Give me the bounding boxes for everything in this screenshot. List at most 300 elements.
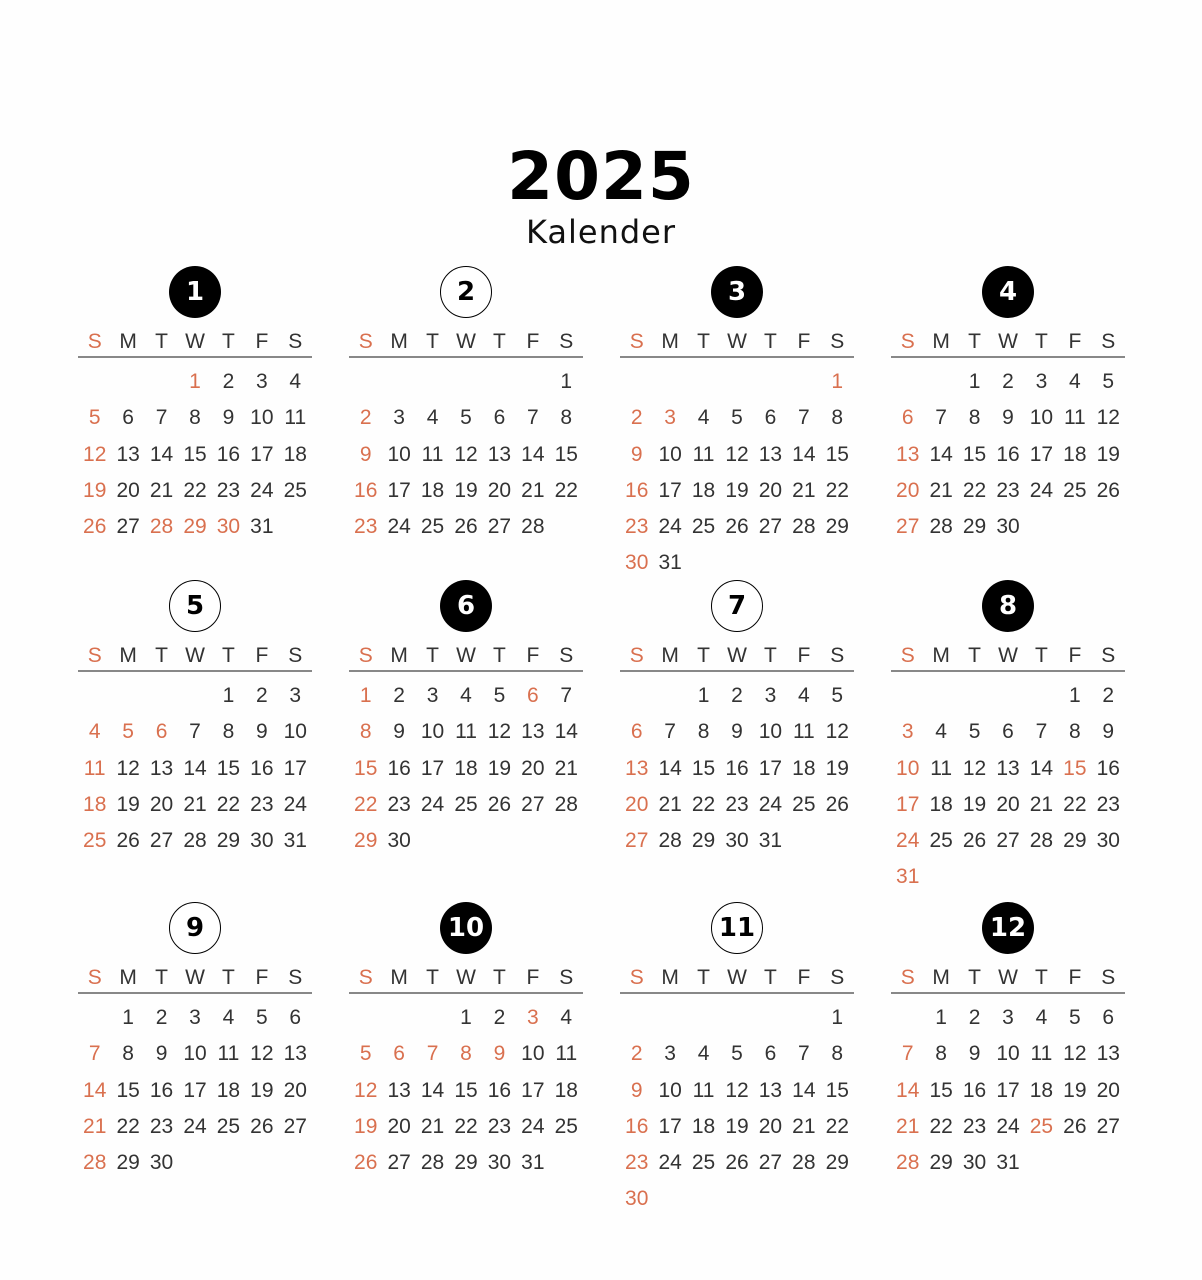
day-cell: 21: [83, 1114, 107, 1138]
day-cell: 4: [289, 370, 302, 393]
weekday-label: S: [1101, 330, 1116, 353]
weekday-label: F: [1068, 644, 1082, 667]
day-cell: 26: [83, 515, 107, 539]
day-cell: 5: [1069, 1006, 1081, 1029]
day-cell: 29: [929, 1151, 953, 1175]
day-cell: 22: [691, 792, 716, 816]
day-cell: 3: [256, 370, 268, 393]
day-cell: 26: [487, 792, 512, 816]
day-cell: 8: [1069, 720, 1081, 744]
day-cell: 6: [901, 406, 914, 430]
day-cell: 11: [692, 442, 715, 466]
day-cell: 16: [250, 756, 274, 780]
day-cell: 1: [831, 370, 844, 393]
day-cell: 5: [731, 1042, 743, 1066]
month-number-badge: 2: [440, 266, 492, 318]
day-cell: 4: [426, 406, 439, 430]
empty-cell: [653, 1000, 686, 1036]
weekday-label: S: [629, 966, 644, 989]
day-cell: 4: [88, 720, 101, 744]
day-cell: 9: [1102, 720, 1115, 744]
day-cell: 6: [527, 684, 539, 707]
empty-cell: [720, 364, 753, 400]
weekday-label: M: [661, 966, 679, 989]
day-cell: 20: [521, 756, 545, 780]
day-cell: 29: [216, 829, 241, 853]
day-cell: 22: [116, 1114, 140, 1138]
day-cell: 25: [1029, 1114, 1054, 1138]
day-cell: 18: [691, 1114, 716, 1138]
empty-cell: [754, 1000, 787, 1036]
day-cell: 11: [284, 406, 307, 430]
day-cell: 24: [896, 829, 920, 853]
day-cell: 16: [487, 1078, 512, 1102]
weekday-label: F: [255, 330, 269, 353]
day-cell: 26: [250, 1114, 274, 1138]
day-cell: 23: [250, 792, 274, 816]
day-cell: 5: [256, 1006, 268, 1029]
day-cell: 18: [216, 1078, 241, 1102]
weekday-label: T: [1035, 330, 1048, 353]
weekday-label: S: [559, 330, 574, 353]
empty-cell: [787, 364, 820, 400]
day-cell: 20: [996, 792, 1020, 816]
day-cell: 26: [454, 515, 478, 539]
day-cell: 28: [1029, 829, 1054, 853]
weekday-header-row: [620, 330, 854, 358]
day-cell: 20: [149, 792, 174, 816]
day-cell: 20: [283, 1078, 307, 1102]
day-cell: 23: [625, 1151, 649, 1175]
day-cell: 3: [664, 1042, 676, 1066]
day-cell: 18: [454, 756, 478, 780]
day-cell: 2: [630, 406, 643, 430]
day-cell: 27: [1096, 1114, 1120, 1138]
days-grid: [78, 364, 312, 545]
day-cell: 30: [962, 1151, 987, 1175]
empty-cell: [382, 364, 415, 400]
weekday-label: W: [727, 966, 747, 989]
day-cell: 19: [725, 478, 749, 502]
day-cell: 22: [825, 478, 849, 502]
day-cell: 4: [1069, 370, 1081, 393]
day-cell: 6: [630, 720, 643, 744]
day-cell: 16: [1096, 756, 1120, 780]
weekday-header-row: [78, 644, 312, 672]
day-cell: 16: [725, 756, 749, 780]
empty-cell: [991, 678, 1024, 714]
day-cell: 23: [625, 515, 649, 539]
days-grid: [891, 678, 1125, 896]
weekday-label: M: [119, 644, 137, 667]
day-cell: 1: [189, 370, 201, 393]
day-cell: 24: [758, 792, 783, 816]
day-cell: 18: [1029, 1078, 1054, 1102]
month-number-badge: 6: [440, 580, 492, 632]
day-cell: 29: [116, 1151, 140, 1175]
day-cell: 31: [521, 1151, 545, 1175]
day-cell: 14: [1029, 756, 1054, 780]
day-cell: 11: [455, 720, 477, 744]
weekday-label: W: [185, 644, 205, 667]
day-cell: 5: [731, 406, 743, 430]
day-cell: 7: [901, 1042, 914, 1066]
weekday-label: T: [968, 330, 981, 353]
month-number-badge: 4: [982, 266, 1034, 318]
weekday-label: W: [998, 966, 1018, 989]
day-cell: 3: [1002, 1006, 1014, 1029]
day-cell: 21: [792, 1114, 816, 1138]
day-cell: 1: [968, 370, 981, 393]
day-cell: 11: [930, 756, 953, 780]
weekday-label: S: [830, 966, 845, 989]
weekday-label: T: [493, 644, 506, 667]
day-cell: 14: [658, 756, 682, 780]
day-cell: 8: [935, 1042, 947, 1066]
day-cell: 14: [83, 1078, 107, 1102]
day-cell: 28: [792, 1151, 816, 1175]
weekday-label: T: [155, 330, 168, 353]
day-cell: 28: [420, 1151, 445, 1175]
day-cell: 20: [758, 478, 783, 502]
empty-cell: [78, 678, 111, 714]
day-cell: 24: [420, 792, 445, 816]
day-cell: 7: [88, 1042, 101, 1066]
day-cell: 10: [387, 442, 411, 466]
weekday-label: M: [932, 644, 950, 667]
empty-cell: [653, 678, 686, 714]
day-cell: 9: [256, 720, 268, 744]
day-cell: 4: [222, 1006, 235, 1029]
month-number-badge: 3: [711, 266, 763, 318]
weekday-header-row: [349, 330, 583, 358]
empty-cell: [891, 364, 924, 400]
day-cell: 14: [521, 442, 545, 466]
day-cell: 12: [1096, 406, 1120, 430]
day-cell: 13: [625, 756, 649, 780]
empty-cell: [145, 678, 178, 714]
weekday-label: M: [661, 330, 679, 353]
day-cell: 1: [359, 684, 372, 707]
empty-cell: [687, 1000, 720, 1036]
weekday-label: S: [900, 330, 915, 353]
weekday-label: T: [764, 330, 777, 353]
day-cell: 9: [155, 1042, 168, 1066]
day-cell: 25: [420, 515, 445, 539]
day-cell: 2: [1102, 684, 1115, 707]
weekday-label: S: [1101, 644, 1116, 667]
day-cell: 24: [996, 1114, 1020, 1138]
day-cell: 20: [116, 478, 140, 502]
day-cell: 10: [250, 406, 274, 430]
empty-cell: [416, 364, 449, 400]
day-cell: 31: [896, 865, 920, 889]
weekday-label: W: [185, 966, 205, 989]
day-cell: 11: [792, 720, 815, 744]
day-cell: 30: [149, 1151, 174, 1175]
empty-cell: [111, 364, 144, 400]
day-cell: 17: [1029, 442, 1054, 466]
day-cell: 30: [625, 551, 649, 575]
day-cell: 4: [1035, 1006, 1048, 1029]
day-cell: 8: [359, 720, 372, 744]
weekday-label: S: [830, 644, 845, 667]
weekday-label: T: [968, 966, 981, 989]
day-cell: 30: [725, 829, 749, 853]
day-cell: 6: [1002, 720, 1014, 744]
empty-cell: [349, 364, 382, 400]
day-cell: 10: [896, 756, 920, 780]
day-cell: 30: [250, 829, 274, 853]
day-cell: 5: [831, 684, 844, 707]
weekday-header-row: [349, 966, 583, 994]
days-grid: [620, 1000, 854, 1218]
day-cell: 8: [560, 406, 573, 430]
day-cell: 8: [831, 1042, 844, 1066]
day-cell: 10: [1029, 406, 1054, 430]
day-cell: 6: [764, 1042, 777, 1066]
month-number-badge: 10: [440, 902, 492, 954]
weekday-label: T: [697, 330, 710, 353]
day-cell: 16: [216, 442, 241, 466]
day-cell: 26: [725, 1151, 749, 1175]
day-cell: 14: [929, 442, 953, 466]
day-cell: 23: [216, 478, 241, 502]
month-block: [78, 580, 312, 902]
day-cell: 15: [116, 1078, 140, 1102]
day-cell: 27: [283, 1114, 307, 1138]
day-cell: 19: [454, 478, 478, 502]
days-grid: [78, 678, 312, 859]
weekday-label: T: [1035, 644, 1048, 667]
weekday-label: T: [968, 644, 981, 667]
day-cell: 2: [256, 684, 268, 707]
day-cell: 7: [189, 720, 201, 744]
month-block: [78, 902, 312, 1252]
months-grid: [78, 266, 1126, 1252]
day-cell: 6: [764, 406, 777, 430]
weekday-label: S: [288, 330, 303, 353]
day-cell: 23: [354, 515, 378, 539]
weekday-label: W: [456, 330, 476, 353]
day-cell: 7: [155, 406, 168, 430]
day-cell: 31: [996, 1151, 1020, 1175]
day-cell: 21: [792, 478, 816, 502]
day-cell: 2: [1002, 370, 1014, 393]
day-cell: 4: [460, 684, 472, 707]
empty-cell: [620, 1000, 653, 1036]
day-cell: 4: [935, 720, 947, 744]
day-cell: 30: [487, 1151, 512, 1175]
weekday-label: F: [797, 966, 811, 989]
day-cell: 21: [554, 756, 578, 780]
weekday-label: W: [185, 330, 205, 353]
day-cell: 29: [962, 515, 987, 539]
day-cell: 9: [222, 406, 235, 430]
day-cell: 12: [116, 756, 140, 780]
day-cell: 1: [122, 1006, 134, 1029]
day-cell: 11: [692, 1078, 715, 1102]
month-number-badge: 1: [169, 266, 221, 318]
day-cell: 21: [929, 478, 953, 502]
empty-cell: [620, 364, 653, 400]
day-cell: 9: [630, 1078, 643, 1102]
day-cell: 18: [283, 442, 307, 466]
empty-cell: [483, 364, 516, 400]
day-cell: 30: [1096, 829, 1120, 853]
weekday-header-row: [78, 966, 312, 994]
day-cell: 17: [658, 478, 682, 502]
day-cell: 13: [896, 442, 920, 466]
day-cell: 21: [521, 478, 545, 502]
day-cell: 10: [996, 1042, 1020, 1066]
day-cell: 10: [283, 720, 307, 744]
day-cell: 5: [1102, 370, 1115, 393]
day-cell: 9: [1002, 406, 1014, 430]
weekday-label: W: [998, 330, 1018, 353]
day-cell: 12: [250, 1042, 274, 1066]
day-cell: 14: [420, 1078, 445, 1102]
empty-cell: [111, 678, 144, 714]
day-cell: 31: [658, 551, 682, 575]
days-grid: [78, 1000, 312, 1181]
day-cell: 7: [426, 1042, 439, 1066]
day-cell: 16: [962, 1078, 987, 1102]
day-cell: 28: [183, 829, 207, 853]
day-cell: 17: [183, 1078, 207, 1102]
day-cell: 26: [1063, 1114, 1087, 1138]
day-cell: 4: [560, 1006, 573, 1029]
day-cell: 13: [149, 756, 174, 780]
days-grid: [891, 364, 1125, 545]
day-cell: 22: [1063, 792, 1087, 816]
empty-cell: [720, 1000, 753, 1036]
day-cell: 24: [658, 515, 682, 539]
day-cell: 8: [222, 720, 235, 744]
weekday-label: F: [255, 966, 269, 989]
day-cell: 15: [691, 756, 716, 780]
day-cell: 19: [825, 756, 849, 780]
day-cell: 17: [250, 442, 274, 466]
empty-cell: [1025, 678, 1058, 714]
weekday-label: S: [900, 644, 915, 667]
month-number-badge: 7: [711, 580, 763, 632]
day-cell: 12: [1063, 1042, 1087, 1066]
month-block: [891, 902, 1125, 1252]
day-cell: 23: [387, 792, 411, 816]
day-cell: 10: [183, 1042, 207, 1066]
day-cell: 25: [554, 1114, 578, 1138]
weekday-label: T: [764, 966, 777, 989]
day-cell: 15: [929, 1078, 953, 1102]
weekday-header-row: [78, 330, 312, 358]
empty-cell: [924, 678, 957, 714]
weekday-label: T: [697, 966, 710, 989]
day-cell: 9: [731, 720, 743, 744]
day-cell: 3: [289, 684, 302, 707]
day-cell: 3: [426, 684, 439, 707]
day-cell: 28: [149, 515, 174, 539]
day-cell: 14: [792, 1078, 816, 1102]
days-grid: [620, 364, 854, 582]
weekday-label: F: [526, 644, 540, 667]
day-cell: 20: [1096, 1078, 1120, 1102]
weekday-label: S: [900, 966, 915, 989]
day-cell: 2: [731, 684, 743, 707]
day-cell: 23: [487, 1114, 512, 1138]
day-cell: 12: [454, 442, 478, 466]
day-cell: 11: [217, 1042, 240, 1066]
day-cell: 18: [83, 792, 107, 816]
day-cell: 26: [825, 792, 849, 816]
weekday-label: S: [559, 644, 574, 667]
empty-cell: [178, 678, 211, 714]
weekday-label: T: [222, 644, 235, 667]
day-cell: 8: [697, 720, 710, 744]
weekday-label: S: [358, 644, 373, 667]
empty-cell: [891, 1000, 924, 1036]
day-cell: 5: [460, 406, 472, 430]
day-cell: 12: [962, 756, 987, 780]
day-cell: 16: [625, 1114, 649, 1138]
day-cell: 6: [493, 406, 506, 430]
day-cell: 22: [554, 478, 578, 502]
empty-cell: [78, 1000, 111, 1036]
day-cell: 29: [454, 1151, 478, 1175]
weekday-label: W: [727, 330, 747, 353]
day-cell: 31: [250, 515, 274, 539]
day-cell: 2: [155, 1006, 168, 1029]
day-cell: 15: [962, 442, 987, 466]
day-cell: 25: [283, 478, 307, 502]
day-cell: 27: [149, 829, 174, 853]
day-cell: 26: [1096, 478, 1120, 502]
day-cell: 11: [555, 1042, 578, 1066]
month-block: [891, 580, 1125, 902]
day-cell: 15: [454, 1078, 478, 1102]
day-cell: 18: [792, 756, 816, 780]
day-cell: 4: [697, 406, 710, 430]
weekday-label: S: [87, 644, 102, 667]
day-cell: 7: [935, 406, 947, 430]
day-cell: 12: [725, 1078, 749, 1102]
day-cell: 28: [658, 829, 682, 853]
day-cell: 22: [929, 1114, 953, 1138]
weekday-label: S: [830, 330, 845, 353]
weekday-label: T: [697, 644, 710, 667]
day-cell: 26: [962, 829, 987, 853]
day-cell: 16: [625, 478, 649, 502]
day-cell: 21: [183, 792, 207, 816]
weekday-label: F: [1068, 330, 1082, 353]
days-grid: [620, 678, 854, 859]
day-cell: 3: [764, 684, 777, 707]
day-cell: 29: [825, 1151, 849, 1175]
day-cell: 13: [1096, 1042, 1120, 1066]
day-cell: 27: [387, 1151, 411, 1175]
day-cell: 25: [83, 829, 107, 853]
day-cell: 7: [798, 406, 810, 430]
day-cell: 25: [454, 792, 478, 816]
weekday-label: M: [390, 644, 408, 667]
weekday-label: W: [456, 644, 476, 667]
day-cell: 21: [658, 792, 682, 816]
day-cell: 19: [1063, 1078, 1087, 1102]
day-cell: 13: [758, 1078, 783, 1102]
day-cell: 21: [420, 1114, 445, 1138]
day-cell: 27: [996, 829, 1020, 853]
day-cell: 12: [354, 1078, 378, 1102]
